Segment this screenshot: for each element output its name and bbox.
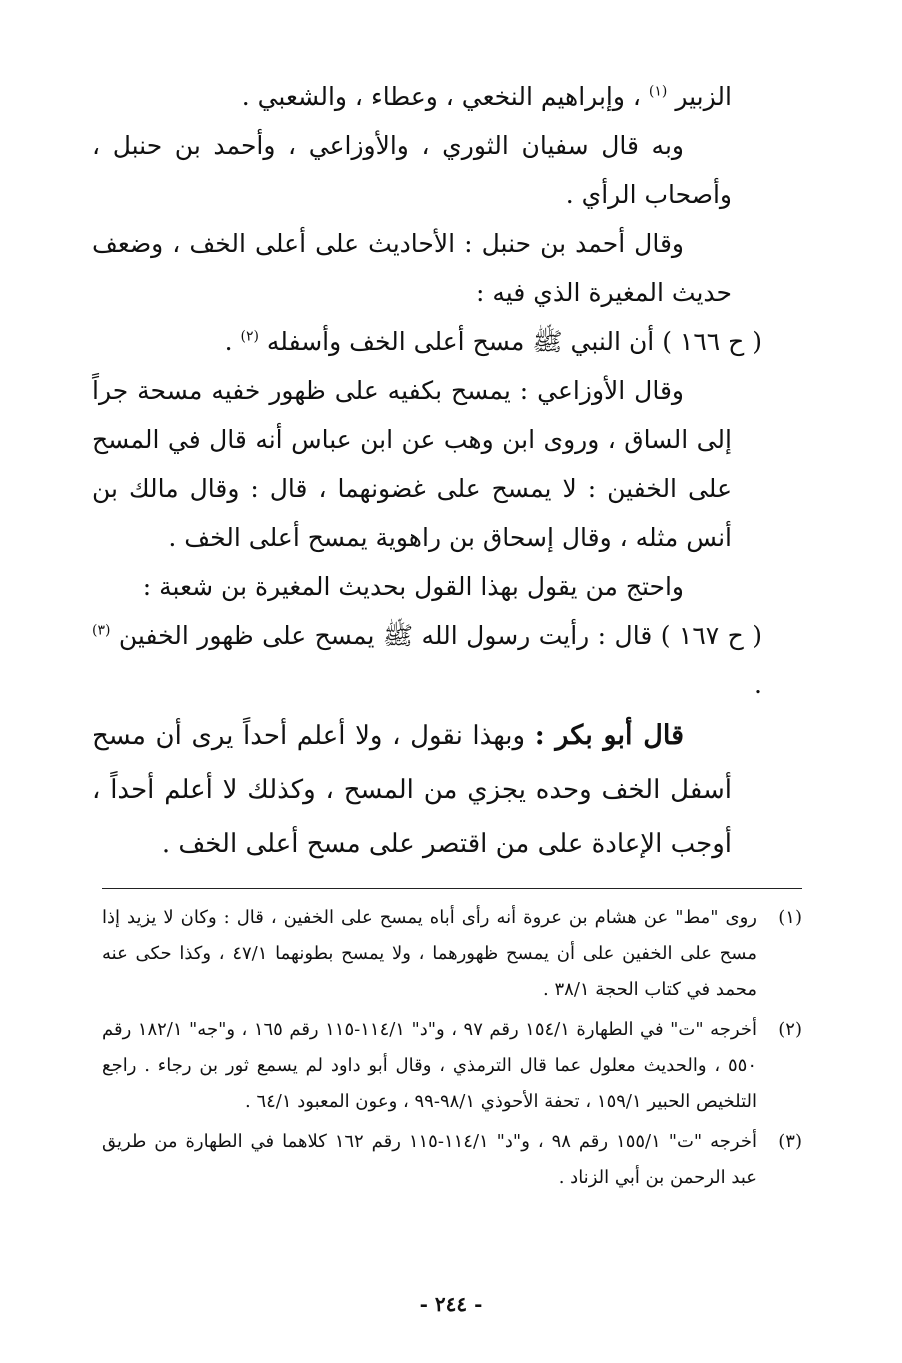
footnote-number: (٢) bbox=[778, 1019, 802, 1040]
hadith-166 bbox=[92, 317, 762, 366]
conclusion-paragraph bbox=[92, 709, 732, 871]
hadith-167-text: قال : رأيت رسول الله ﷺ يمسح على ظهور الخفين bbox=[118, 621, 653, 650]
hadith-166-number: ( ح ١٦٦ ) bbox=[662, 327, 762, 356]
hadith-167-end: . bbox=[754, 670, 762, 699]
hadith-166-text: أن النبي ﷺ مسح أعلى الخف وأسفله bbox=[266, 327, 655, 356]
footnote-3 bbox=[102, 1124, 802, 1196]
footnote-text: روى "مط" عن هشام بن عروة أنه رأى أباه يمسح على الخفين ، قال : وكان لا يزيد إذا مسح على الخفين على أن يمسح ظهورهما ، ولا يمسح بطونهما ٤٧/١ ، وكذا حكى عنه محمد في كتاب الحجة ٣٨/١ . bbox=[102, 907, 757, 1000]
paragraph-4: وقال الأوزاعي : يمسح بكفيه على ظهور خفيه مسحة جراً إلى الساق ، وروى ابن وهب عن ابن عباس أنه قال في المسح على الخفين : لا يمسح على غضونهما ، قال : وقال مالك بن أنس مثله ، وقال إسحاق بن راهوية يمسح أعلى الخف . bbox=[92, 376, 732, 552]
conclusion-intro: قال أبو بكر : bbox=[534, 720, 684, 751]
footnote-1 bbox=[102, 900, 802, 1008]
hadith-166-end: . bbox=[224, 327, 233, 356]
paragraph-3: وقال أحمد بن حنبل : الأحاديث على أعلى الخف ، وضعف حديث المغيرة الذي فيه : bbox=[92, 229, 732, 307]
hadith-167-number: ( ح ١٦٧ ) bbox=[660, 621, 762, 650]
paragraph-1-text: الزبير bbox=[675, 82, 732, 111]
footnote-ref-3[interactable]: (٣) bbox=[92, 622, 111, 639]
hadith-167 bbox=[92, 611, 762, 709]
main-text bbox=[92, 72, 762, 871]
footnote-divider bbox=[102, 888, 802, 889]
footnote-number: (٣) bbox=[778, 1131, 802, 1152]
footnote-text: أخرجه "ت" ١٥٥/١ رقم ٩٨ ، و"د" ١١٤/١-١١٥ رقم ١٦٢ كلاهما في الطهارة من طريق عبد الرحمن بن أبي الزناد . bbox=[102, 1131, 757, 1188]
paragraph-2: وبه قال سفيان الثوري ، والأوزاعي ، وأحمد بن حنبل ، وأصحاب الرأي . bbox=[92, 131, 732, 209]
footnote-ref-1[interactable]: (١) bbox=[648, 83, 668, 100]
footnote-2 bbox=[102, 1012, 802, 1120]
paragraph-1-rest: ، وإبراهيم النخعي ، وعطاء ، والشعبي . bbox=[241, 82, 641, 111]
paragraph-1 bbox=[92, 72, 732, 121]
footnotes bbox=[102, 900, 802, 1200]
conclusion-text: وبهذا نقول ، ولا أعلم أحداً يرى أن مسح أسفل الخف وحده يجزي من المسح ، وكذلك لا أعلم أحداً ، أوجب الإعادة على من اقتصر على مسح أعلى الخف . bbox=[92, 721, 732, 859]
footnote-number: (١) bbox=[778, 907, 802, 928]
paragraph-5: واحتج من يقول بهذا القول بحديث المغيرة بن شعبة : bbox=[142, 572, 684, 601]
footnote-text: أخرجه "ت" في الطهارة ١٥٤/١ رقم ٩٧ ، و"د" ١١٤/١-١١٥ رقم ١٦٥ ، و"جه" ١٨٢/١ رقم ٥٥٠ ، والحديث معلول عما قال الترمذي ، وقال أبو داود لم يسمع ثور بن رجاء . راجع التلخيص الحبير ١٥٩/١ ، تحفة الأحوذي ٩٨/١-٩٩ ، وعون المعبود ٦٤/١ . bbox=[102, 1019, 757, 1112]
page-number: - ٢٤٤ - bbox=[419, 1292, 483, 1316]
footnote-ref-2[interactable]: (٢) bbox=[240, 328, 259, 345]
